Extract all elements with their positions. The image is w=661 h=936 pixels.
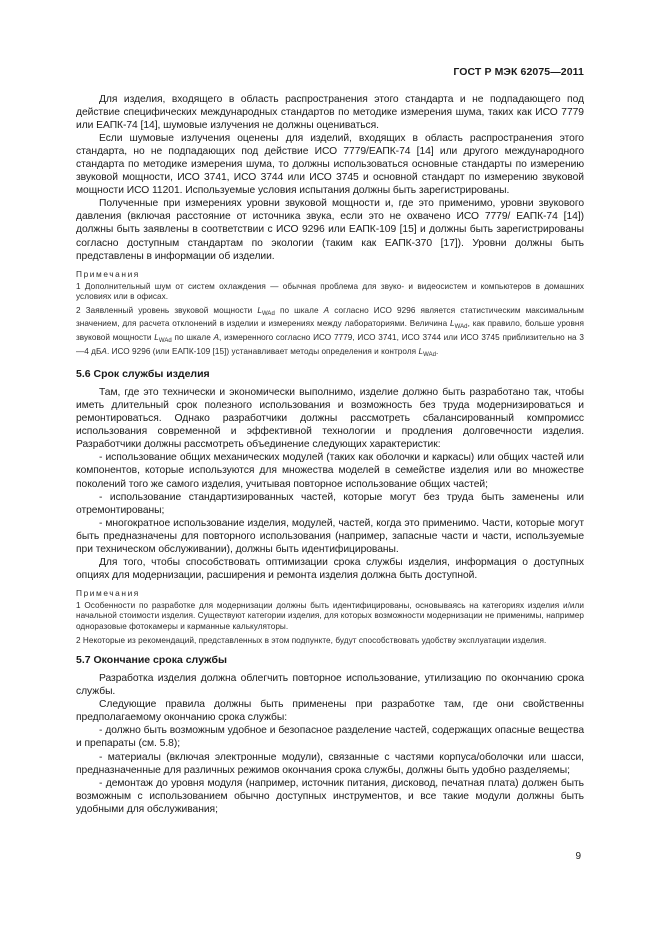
intro-paragraph-2: Если шумовые излучения оценены для изделий, входящих в область распространения этого стандарта, но не подпадающих под действие ИСО 7779/ЕАПК-74 [14] или другого международного стандарта по методике измерения шума, то должны использоваться основные стандарты по измерению звуковой мощности, ИСО 3741, ИСО 3744 или ИСО 3745 и основной стандарт по измерению звуковой мощности ИСО 11201. Используемые условия испытания должны быть зарегистрированы. (76, 133, 584, 197)
standard-header: ГОСТ Р МЭК 62075—2011 (453, 66, 584, 78)
section-5-7-paragraph-2: Следующие правила должны быть применены при разработке там, где они свойственны предполагаемому окончанию срока службы: (76, 699, 584, 724)
note-1: 1 Особенности по разработке для модернизации должны быть идентифицированы, основываясь на категориях изделия и/или начальной стоимости изделия. Существуют категории изделия, для которых возможности модернизации не применимы, например одноразовые фотокамеры и карманные калькуляторы. (76, 600, 584, 632)
section-5-7-bullet-1: - должно быть возможным удобное и безопасное разделение частей, содержащих опасные вещества и препараты (см. 5.8); (76, 725, 584, 750)
note-2: 2 Некоторые из рекомендаций, представленных в этом подпункте, будут способствовать удобству эксплуатации изделия. (76, 635, 547, 645)
section-5-6-bullet-3: - многократное использование изделия, модулей, частей, когда это применимо. Части, которые могут быть предназначены для повторного использования (например, запасные части и части, используемые при техническом обслуживании), должны быть идентифицированы. (76, 517, 584, 555)
section-5-7-bullet-2: - материалы (включая электронные модули), связанные с частями корпуса/оболочки или шасси, предназначенные для различных режимов окончания срока службы, должны быть удобно разделяемы; (76, 751, 584, 776)
section-5-7-bullet-3: - демонтаж до уровня модуля (например, источник питания, дисковод, печатная плата) должен быть возможным с использованием обычно доступных инструментов, и все такие модули должны быть удобными для обслуживания; (76, 777, 584, 815)
section-5-6-bullet-2: - использование стандартизированных частей, которые могут без труда быть заменены или отремонтированы; (76, 491, 584, 516)
notes-title: Примечания (76, 587, 140, 598)
note-2: 2 Заявленный уровень звуковой мощности $L_{WAd}$ по шкале А согласно ИСО 9296 является статистическим максимальным значением, для расчета отклонений в изделии и измерениях между лабораториями. Величина $L_{WAd}$, как правило, больше уровня звуковой мощности $L_{WAd}$ по шкале А, измеренного согласно ИСО 7779, ИСО 3741, ИСО 3744 или ИСО 3745 приблизительно на 3—4 дБА. ИСО 9296 (или ЕАПК-109 [15]) устанавливает методы определения и контроля $L_{WAd}$. (76, 305, 584, 358)
note-1: 1 Дополнительный шум от систем охлаждения — обычная проблема для звуко- и видеосистем и компьютеров в домашних условиях или в офисах. (76, 281, 584, 302)
section-heading-5-6: 5.6 Срок службы изделия (76, 368, 210, 381)
notes-block-1 (76, 269, 584, 361)
section-heading-5-7: 5.7 Окончание срока службы (76, 654, 227, 667)
notes-title: Примечания (76, 268, 140, 279)
intro-paragraph-1: Для изделия, входящего в область распространения этого стандарта и не подпадающего под действие специфических международных стандартов по методике измерения шума, таких как ИСО 7779 или ЕАПК-74 [14], шумовые излучения не должны оцениваться. (76, 94, 584, 132)
section-5-6-paragraph-1: Там, где это технически и экономически выполнимо, изделие должно быть разработано так, чтобы иметь длительный срок полезного использования и возможность без труда модернизироваться и ремонтироваться. Однако разработчики должны рассмотреть сбалансированный компромисс использования современной и эффективной технологии и продления долговечности изделия. Разработчики должны рассмотреть объединение следующих характеристик: (76, 387, 584, 451)
intro-paragraph-3: Полученные при измерениях уровни звуковой мощности и, где это применимо, уровни звукового давления (включая расстояние от источника звука, если это не охвачено ИСО 7779/ ЕАПК-74 [14]) должны быть заявлены в соответствии с ИСО 9296 или ЕАПК-109 [15] и должны быть зарегистрированы согласно доступным стандартам по экологии (таким как ЕАПК-370 [17]). Уровни должны быть представлены в информации об изделии. (76, 198, 584, 262)
section-5-6-paragraph-2: Для того, чтобы способствовать оптимизации срока службы изделия, информация о доступных опциях для модернизации, расширения и ремонта изделия должна быть доступной. (76, 556, 584, 581)
section-5-6-bullet-1: - использование общих механических модулей (таких как оболочки и каркасы) или общих частей или компонентов, которые используются для множества моделей в семействе изделия или во множестве поколений того же самого изделия, учитывая повторное использование общих частей; (76, 452, 584, 490)
page-content (76, 93, 584, 816)
notes-block-2 (76, 588, 584, 646)
section-5-7-paragraph-1: Разработка изделия должна облегчить повторное использование, утилизацию по окончанию срока службы. (76, 673, 584, 698)
page-number: 9 (575, 851, 581, 862)
